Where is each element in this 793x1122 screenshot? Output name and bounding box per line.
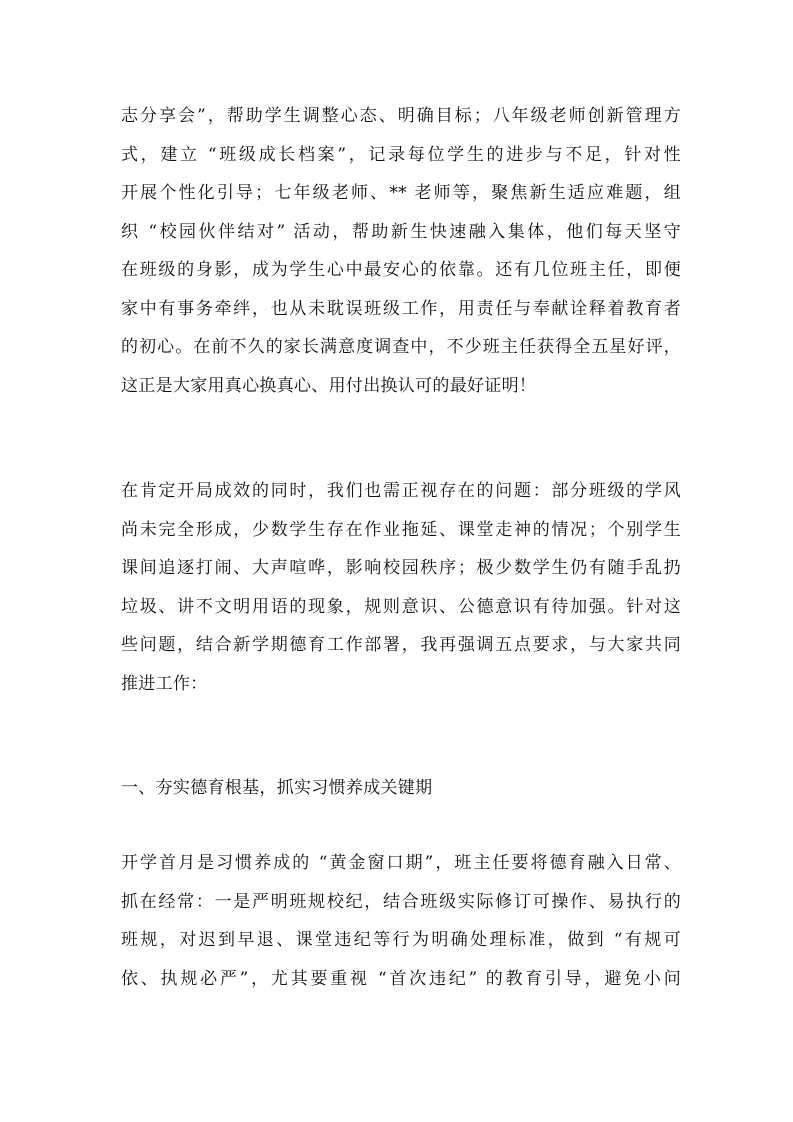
text-line: 家中有事务牵绊，也从未耽误班级工作，用责任与奉献诠释着教育者 <box>121 298 681 319</box>
text-line: 式，建立 “班级成长档案”，记录每位学生的进步与不足，针对性 <box>121 144 681 165</box>
text-line: 织 “校园伙伴结对” 活动，帮助新生快速融入集体，他们每天坚守 <box>121 221 681 242</box>
paragraph-habits <box>121 844 681 998</box>
text-line: 课间追逐打闹、大声喧哗，影响校园秩序；极少数学生仍有随手乱扔 <box>121 558 681 578</box>
text-line: 依、执规必严”，尤其要重视 “首次违纪” 的教育引导，避免小问 <box>121 968 681 989</box>
text-line: 班规，对迟到早退、课堂违纪等行为明确处理标准，做到 “有规可 <box>121 930 681 950</box>
section-heading <box>121 769 681 808</box>
text-line: 垃圾、讲不文明用语的现象，规则意识、公德意识有待加强。针对这 <box>121 596 681 617</box>
text-line: 这正是大家用真心换真心、用付出换认可的最好证明！ <box>121 375 537 396</box>
text-line: 在肯定开局成效的同时，我们也需正视存在的问题：部分班级的学风 <box>121 481 681 501</box>
text-line: 推进工作： <box>121 673 208 694</box>
heading-text: 一、夯实德育根基，抓实习惯养成关键期 <box>121 778 433 798</box>
text-line: 开展个性化引导；七年级老师、** 老师等，聚焦新生适应难题，组 <box>121 183 681 203</box>
text-line: 的初心。在前不久的家长满意度调查中，不少班主任获得全五星好评， <box>121 337 681 357</box>
paragraph-problems <box>121 472 681 703</box>
text-line: 在班级的身影，成为学生心中最安心的依靠。还有几位班主任，即便 <box>121 260 681 280</box>
paragraph-praise <box>121 97 681 405</box>
text-line: 些问题，结合新学期德育工作部署，我再强调五点要求，与大家共同 <box>121 635 681 655</box>
text-line: 尚未完全形成，少数学生存在作业拖延、课堂走神的情况；个别学生 <box>121 519 681 540</box>
text-line: 志分享会”，帮助学生调整心态、明确目标；八年级老师创新管理方 <box>121 106 681 126</box>
text-line: 开学首月是习惯养成的 “黄金窗口期”，班主任要将德育融入日常、 <box>121 853 681 873</box>
text-line: 抓在经常：一是严明班规校纪，结合班级实际修订可操作、易执行的 <box>121 891 681 912</box>
